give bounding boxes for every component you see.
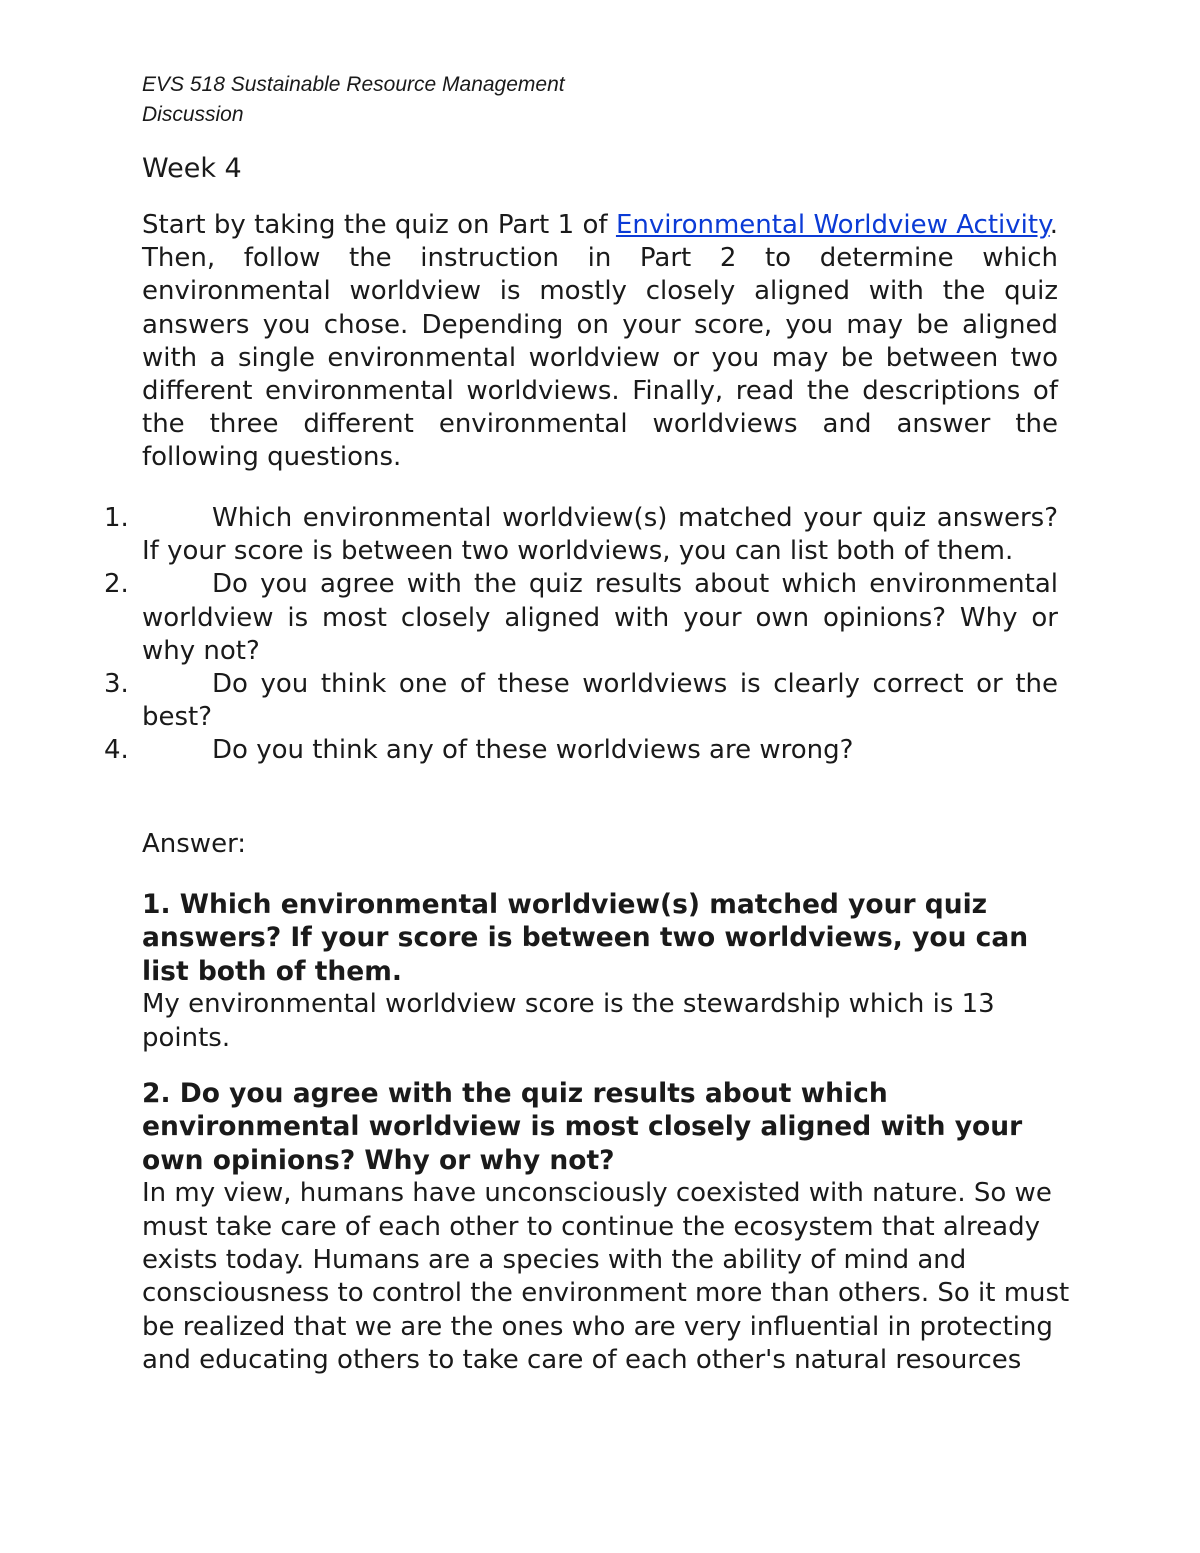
question-item — [104, 734, 1058, 767]
intro-paragraph — [142, 209, 1058, 475]
intro-text-end: . Then, follow the instruction in Part 2 to determine which environmental worldview is mostly closely aligned with the quiz answers you chose. Depending on your score, you may be aligned with a single environmental worldview or you may be between two different environmental worldviews. Finally, read the descriptions of the three different environmental worldviews and answer the following questions. — [142, 210, 1059, 473]
environmental-worldview-activity-link[interactable]: Environmental Worldview Activity — [615, 210, 1050, 240]
question-text: Do you think one of these worldviews is clearly correct or the best? — [142, 669, 1058, 733]
question-item — [104, 568, 1058, 668]
course-title: EVS 518 Sustainable Resource Management — [142, 73, 565, 96]
question-text: Do you think any of these worldviews are wrong? — [212, 735, 854, 766]
question-number: 3. — [104, 669, 129, 700]
answer-question-2: 2. Do you agree with the quiz results about which environmental worldview is most closely aligned with your own opinions? Why or why not? — [142, 1078, 1023, 1176]
question-number: 4. — [104, 735, 129, 766]
answer-label: Answer: — [142, 829, 247, 859]
intro-text-start: Start by taking the quiz on Part 1 of — [142, 210, 616, 240]
document-header — [142, 70, 565, 130]
answer-response-2: In my view, humans have unconsciously coexisted with nature. So we must take care of each other to continue the ecosystem that already exists today. Humans are a species with the ability of mind and consciousness to control the environment more than others. So it must be realized that we are the ones who are very influential in protecting and educating others to take care of each other's natural resources — [142, 1178, 1070, 1376]
question-item — [104, 668, 1058, 734]
week-heading: Week 4 — [142, 153, 242, 184]
question-text: Do you agree with the quiz results about which environmental worldview is most closely aligned with your own opinions? Why or why not? — [142, 569, 1058, 666]
answers-section — [142, 888, 1072, 1378]
document-type: Discussion — [142, 103, 244, 126]
question-list — [0, 502, 1200, 768]
question-text: Which environmental worldview(s) matched your quiz answers? If your score is between two worldviews, you can list both of them. — [142, 503, 1058, 567]
question-item — [104, 502, 1058, 568]
answer-response-1: My environmental worldview score is the stewardship which is 13 points. — [142, 989, 995, 1053]
question-number: 2. — [104, 569, 129, 600]
question-number: 1. — [104, 503, 129, 533]
answer-question-1: 1. Which environmental worldview(s) matched your quiz answers? If your score is between two worldviews, you can list both of them. — [142, 889, 1029, 987]
